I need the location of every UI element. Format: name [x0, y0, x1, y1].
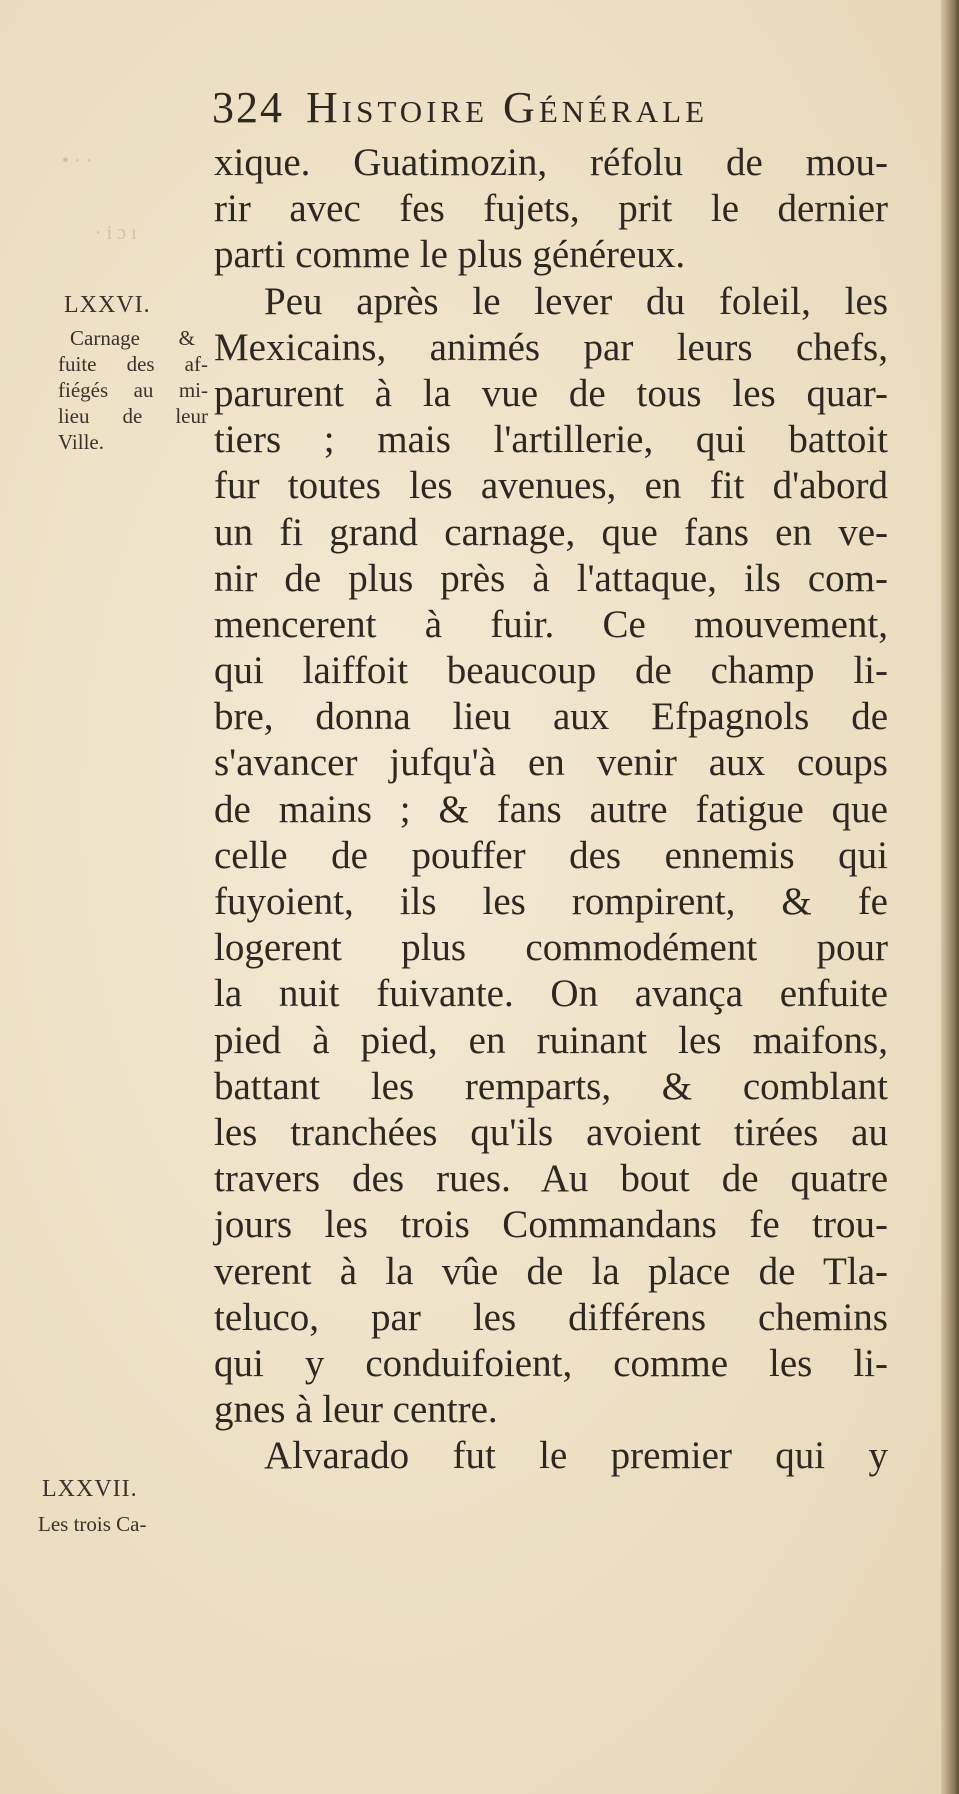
- margin-note-line: lieu de leur: [58, 404, 208, 428]
- text-line: teluco, par les différens chemins: [214, 1295, 888, 1339]
- text-line: battant les remparts, & comblant: [214, 1064, 888, 1108]
- text-line: qui laiffoit beaucoup de champ li-: [214, 649, 888, 693]
- margin-note-lxxvii: [38, 1476, 208, 1537]
- margin-note-numeral: LXXVII.: [42, 1476, 138, 1502]
- text-line: gnes à leur centre.: [214, 1388, 498, 1432]
- text-line: s'avancer jufqu'à en venir aux coups: [214, 741, 888, 785]
- text-line: verent à la vûe de la place de Tla-: [214, 1249, 888, 1293]
- text-line: jours les trois Commandans fe trou-: [214, 1203, 888, 1247]
- text-line: un fi grand carnage, que fans en ve-: [214, 510, 888, 554]
- page-number: 324: [212, 83, 284, 132]
- text-line: fuyoient, ils les rompirent, & fe: [214, 880, 888, 923]
- running-title: Histoire Générale: [306, 83, 709, 132]
- text-line: parti comme le plus généreux.: [214, 233, 686, 277]
- margin-note-line: fuite des af-: [58, 352, 208, 376]
- text-line: parurent à la vue de tous les quar-: [214, 371, 888, 415]
- show-through-mark: · i ɔ ı: [95, 222, 137, 244]
- margin-note-line: fiégés au mi-: [58, 378, 208, 402]
- show-through-mark: • · ·: [62, 150, 93, 172]
- margin-note-line: Les trois Ca-: [38, 1512, 147, 1536]
- margin-note-line: Carnage &: [70, 326, 195, 350]
- text-line: Mexicains, animés par leurs chefs,: [214, 325, 888, 369]
- text-line: de mains ; & fans autre fatigue que: [214, 787, 888, 831]
- margin-note-text: [38, 1511, 208, 1537]
- running-head: [212, 82, 892, 133]
- text-line: travers des rues. Au bout de quatre: [214, 1157, 888, 1201]
- book-spine-edge: [941, 0, 959, 1794]
- text-line: rir avec fes fujets, prit le dernier: [214, 187, 888, 231]
- text-line: la nuit fuivante. On avança enfuite: [214, 972, 888, 1016]
- text-line: bre, donna lieu aux Efpagnols de: [214, 695, 888, 739]
- text-line: logerent plus commodément pour: [214, 926, 888, 970]
- text-line: mencerent à fuir. Ce mouvement,: [214, 602, 888, 646]
- text-line: Alvarado fut le premier qui y: [264, 1434, 888, 1478]
- text-line: xique. Guatimozin, réfolu de mou-: [214, 141, 888, 184]
- margin-note-lxxvi: [58, 292, 208, 455]
- text-line: fur toutes les avenues, en fit d'abord: [214, 464, 888, 508]
- text-line: qui y conduifoient, comme les li-: [214, 1341, 888, 1385]
- margin-note-numeral: LXXVI.: [64, 292, 151, 318]
- text-line: pied à pied, en ruinant les maifons,: [214, 1018, 888, 1062]
- margin-note-text: [58, 325, 208, 455]
- margin-note-line: Ville.: [58, 430, 104, 454]
- body-text: [214, 140, 888, 1479]
- text-line: nir de plus près à l'attaque, ils com-: [214, 556, 888, 600]
- text-line: celle de pouffer des ennemis qui: [214, 833, 888, 877]
- text-line: les tranchées qu'ils avoient tirées au: [214, 1110, 888, 1154]
- text-line: tiers ; mais l'artillerie, qui battoit: [214, 418, 888, 462]
- text-line: Peu après le lever du foleil, les: [264, 279, 888, 323]
